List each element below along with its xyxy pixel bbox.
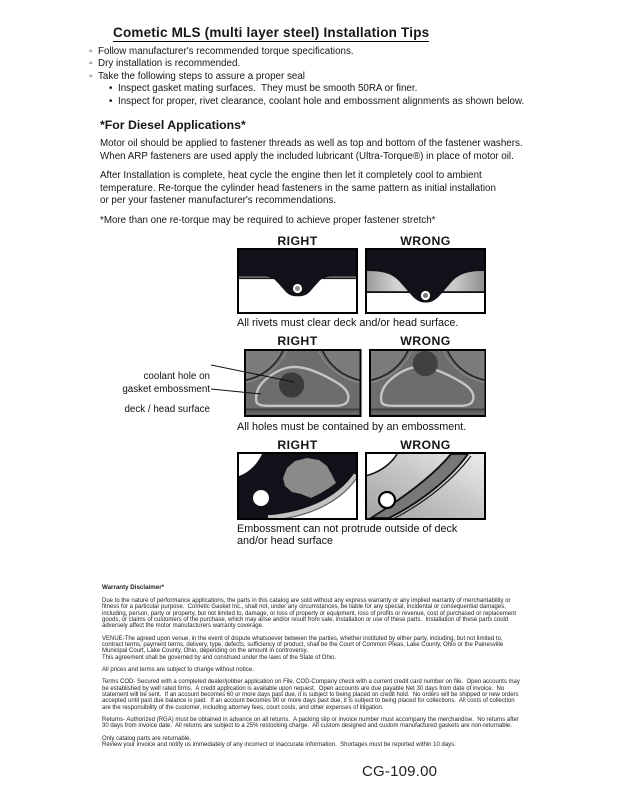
coolant-hole	[279, 372, 304, 397]
annotation-line: deck / head surface	[124, 403, 210, 415]
paragraph-line: *More than one re-torque may be required to achieve proper fastener stretch*	[100, 215, 436, 226]
sub-bullet-item	[109, 83, 558, 95]
open-bullet-icon: ◦	[89, 70, 93, 82]
disclaimer-line: contract terms, payment terms, delivery, type, defects, sufficiency of product, shall be the Court of Common Pleas, Lake County, Ohio or the Painesville	[102, 642, 504, 648]
open-bullet-icon: ◦	[89, 58, 93, 70]
paragraph-line: temperature. Re-torque the cylinder head fasteners in the same pattern as initial installation	[100, 182, 496, 194]
disclaimer-line: are the responsibility of the customer, including attorney fees, court costs, and other expenses of litigation.	[102, 704, 384, 711]
paragraph-line: Motor oil should be applied to fastener threads as well as top and bottom of the fastener washers.	[100, 138, 523, 150]
rivet-wrong-diagram	[365, 248, 486, 314]
bullet-item	[89, 71, 558, 83]
returns-paragraph	[102, 717, 558, 730]
retorque-note	[100, 215, 558, 228]
warranty-heading: Warranty Disclaimer*	[102, 583, 165, 591]
diesel-heading: *For Diesel Applications*	[100, 118, 246, 133]
coolant-right-diagram	[244, 348, 362, 418]
row2-caption: All holes must be contained by an embossment.	[237, 420, 467, 433]
disclaimer-line: statement will be sent. If an account becomes 60 or more days past due, it is subject to being placed on credit hold. No orders will be shipped or new orders	[102, 692, 519, 699]
bullet-text: Follow manufacturer's recommended torque specifications.	[98, 46, 354, 57]
right-label: RIGHT	[277, 333, 318, 348]
warranty-paragraph	[102, 598, 558, 630]
diesel-paragraph-retorque	[100, 170, 558, 208]
disclaimer-line: 30 days from invoice date. All returns are subject to a 25% restocking charge. All custom designed and custom manufactured gaskets are non-returnable.	[102, 723, 512, 730]
disclaimer-line: be established by well rated firms. A credit application is available upon request. Open accounts are due payable Net 30 days from date of invoice. No	[102, 685, 505, 692]
bolt-hole	[253, 490, 269, 506]
wrong-label: WRONG	[400, 437, 451, 452]
diagram-row-embossment	[237, 439, 537, 547]
filled-bullet-icon: •	[109, 95, 113, 107]
bullet-text: Dry installation is recommended.	[98, 58, 241, 70]
coolant-hole	[412, 351, 437, 376]
right-label: RIGHT	[277, 233, 318, 248]
embossment-right-diagram	[237, 452, 358, 520]
disclaimer-line: Terms COD- Secured with a completed dealer/jobber application on File, COD-Company check with a current credit card number on file. Open accounts may	[102, 679, 520, 686]
row3-caption: and/or head surface	[237, 534, 334, 547]
terms-paragraph	[102, 679, 558, 711]
annotation-line: coolant hole on	[143, 370, 210, 382]
bullet-item	[89, 46, 558, 58]
disclaimer-line: including, person, party or property, but not limited to, damage, or loss of property or equipment, loss of profits or revenue, cost of purchased or replacement	[102, 610, 517, 617]
rivet-right-diagram	[237, 248, 358, 314]
sub-bullet-item	[109, 96, 558, 108]
page-number: CG-109.00	[362, 763, 438, 781]
catalog-parts-paragraph	[102, 736, 558, 749]
coolant-wrong-diagram	[369, 348, 487, 418]
diesel-paragraph-oil	[100, 138, 558, 163]
diagram-row-rivets	[237, 235, 537, 329]
row3-caption: Embossment can not protrude outside of deck	[237, 522, 458, 535]
bullet-text: Take the following steps to assure a proper seal	[98, 70, 305, 82]
disclaimer-line: adversely affect the motor manufacturers warranty coverage.	[102, 623, 264, 630]
disclaimer-line: VENUE-The agreed upon venue, in the event of dispute whatsoever between the parties, whether instituted by either party, including, but not limited to,	[102, 635, 503, 642]
filled-bullet-icon: •	[109, 83, 113, 95]
diagram-section	[122, 233, 537, 547]
disclaimer-line: Due to the nature of performance applications, the parts in this catalog are sold without any express warranty or any implied warranty of merchantability or	[102, 597, 511, 604]
wrong-label: WRONG	[400, 233, 451, 248]
bullet-text: Inspect for proper, rivet clearance, coolant hole and embossment alignments as shown below.	[118, 95, 525, 107]
paragraph-line: When ARP fasteners are used apply the included lubricant (Ultra-Torque®) in place of motor oil.	[100, 150, 514, 162]
disclaimer-line: Returns- Authorized (RGA) must be obtained in advance on all returns. A packing slip or invoice number must accompany the merchandise. No returns after	[102, 717, 519, 724]
annotation-gasket-embossment: gasket embossment	[122, 383, 210, 395]
warranty-disclaimer	[102, 585, 558, 749]
rivet-icon	[419, 289, 432, 302]
disclaimer-line: All prices and terms are subject to change without notice.	[102, 667, 254, 674]
disclaimer-line: accepted until past due balance is paid. If an account becomes 90 or more days past due, it is subject to being placed for collections. All costs of collection	[102, 698, 515, 705]
disclaimer-line: fitness for a particular purpose. Cometic Gasket Inc., shall not, under any circumstances, be liable for any special, incidental or consequential damages,	[102, 604, 506, 611]
bolt-hole	[379, 492, 395, 508]
disclaimer-line: This agreement shall be governed by and construed under the laws of the State of Ohio.	[102, 654, 337, 661]
open-bullet-icon: ◦	[89, 46, 93, 57]
diagram-row-holes	[122, 333, 537, 433]
row1-caption: All rivets must clear deck and/or head surface.	[237, 316, 459, 329]
tips-list	[89, 46, 558, 108]
paragraph-line: or per your fastener manufacturer's recommendations.	[100, 195, 337, 207]
venue-paragraph	[102, 636, 558, 661]
wrong-label: WRONG	[400, 333, 451, 348]
right-label: RIGHT	[277, 437, 318, 452]
page-title: Cometic MLS (multi layer steel) Installation Tips	[113, 25, 430, 40]
disclaimer-line: goods, or claims of customers of the purchase, which may arise and/or result from sale, installation or use of these parts. Installation of these parts could	[102, 616, 509, 623]
prices-paragraph	[102, 667, 558, 673]
disclaimer-line: Review your invoice and notify us immediately of any incorrect or inaccurate information. Shortages must be reported within 10 days.	[102, 742, 456, 749]
disclaimer-line: Only catalog parts are returnable.	[102, 735, 192, 742]
paragraph-line: After Installation is complete, heat cycle the engine then let it completely cool to ambient	[100, 170, 482, 182]
rivet-icon	[291, 282, 304, 295]
bullet-item	[89, 58, 558, 70]
bullet-text: Inspect gasket mating surfaces. They must be smooth 50RA or finer.	[118, 83, 418, 95]
disclaimer-line: Municipal Court, Lake County, Ohio, depending on the amount in controversy.	[102, 648, 308, 655]
embossment-wrong-diagram	[365, 452, 486, 520]
